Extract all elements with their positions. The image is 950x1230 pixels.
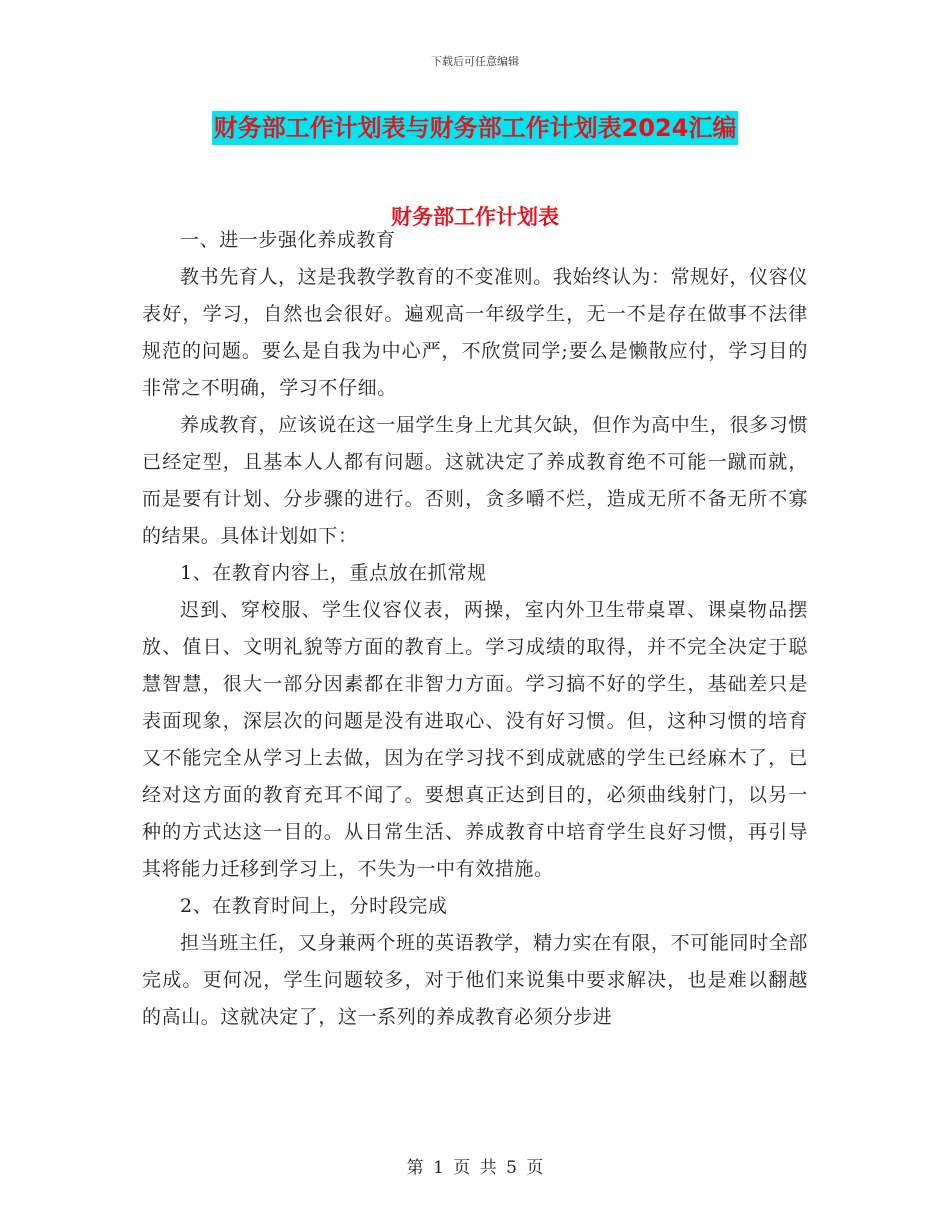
section-title: 财务部工作计划表: [391, 205, 559, 229]
paragraph: 迟到、穿校服、学生仪容仪表，两操，室内外卫生带桌罩、课桌物品摆放、值日、文明礼貌等方面的教育上。学习成绩的取得，并不完全决定于聪慧智慧，很大一部分因素都在非智力方面。学习搞不好的学生，基础差只是表面现象，深层次的问题是没有进取心、没有好习惯。但，这种习惯的培育又不能完全从学习上去做，因为在学习找不到成就感的学生已经麻木了，已经对这方面的教育充耳不闻了。要想真正达到目的，必须曲线射门，以另一种的方式达这一目的。从日常生活、养成教育中培育学生良好习惯，再引导其将能力迁移到学习上，不失为一中有效措施。: [142, 599, 808, 880]
document-title: 财务部工作计划表与财务部工作计划表2024汇编: [212, 111, 739, 145]
paragraph: 教书先育人，这是我教学教育的不变准则。我始终认为：常规好，仪容仪表好，学习，自然也会很好。遍观高一年级学生，无一不是存在做事不法律规范的问题。要么是自我为中心严，不欣赏同学;要么是懒散应付，学习目的非常之不明确，学习不仔细。: [142, 266, 808, 399]
page-number: 第 1 页 共 5 页: [406, 1158, 544, 1178]
document-body: [142, 222, 808, 1036]
paragraph: 养成教育，应该说在这一届学生身上尤其欠缺，但作为高中生，很多习惯已经定型，且基本人人都有问题。这就决定了养成教育绝不可能一蹴而就，而是要有计划、分步骤的进行。否则，贪多嚼不烂，造成无所不备无所不寡的结果。具体计划如下：: [142, 414, 808, 547]
paragraph-subheading-2: 2、在教育时间上，分时段完成: [180, 895, 448, 917]
paragraph: 担当班主任，又身兼两个班的英语教学，精力实在有限，不可能同时全部完成。更何况，学生问题较多，对于他们来说集中要求解决，也是难以翻越的高山。这就决定了，这一系列的养成教育必须分步进: [142, 932, 808, 1028]
paragraph-subheading-1: 1、在教育内容上，重点放在抓常规: [180, 562, 487, 584]
paragraph-heading-1: 一、进一步强化养成教育: [180, 229, 396, 251]
document-title-container: [0, 111, 950, 145]
page-header-note: 下载后可任意编辑: [431, 55, 519, 68]
